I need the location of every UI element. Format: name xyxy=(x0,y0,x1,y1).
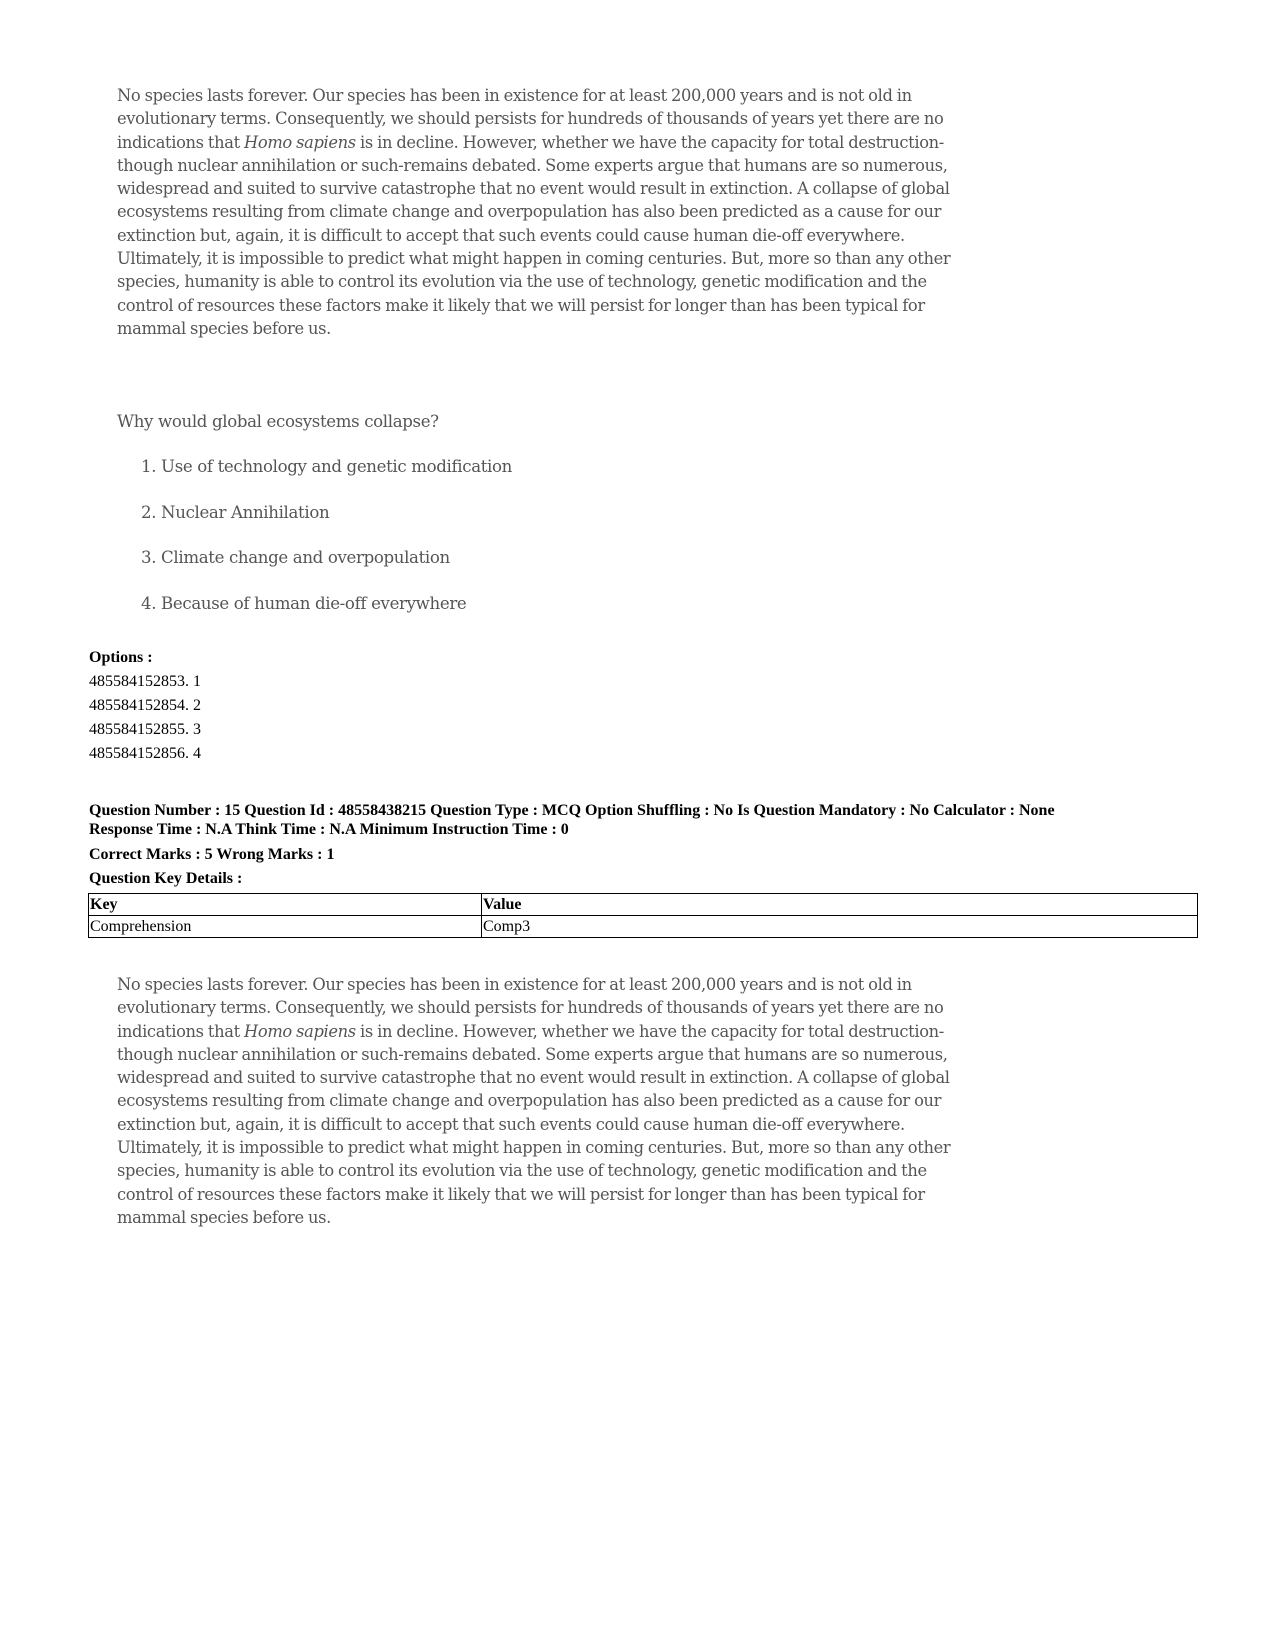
passage-image-2 xyxy=(117,973,997,1229)
choice-item: 3. Climate change and overpopulation xyxy=(141,548,450,567)
passage-line: evolutionary terms. Consequently, we should persists for hundreds of thousands of years yet there are no xyxy=(117,109,944,129)
passage-line: though nuclear annihilation or such-remains debated. Some experts argue that humans are so numerous, xyxy=(117,155,948,175)
table-cell: Comp3 xyxy=(482,916,1198,938)
passage-line: No species lasts forever. Our species has been in existence for at least 200,000 years and is not old in xyxy=(117,975,912,994)
passage-line: mammal species before us. xyxy=(117,1207,331,1227)
passage-line: Ultimately, it is impossible to predict what might happen in coming centuries. But, more so than any other xyxy=(117,1138,951,1158)
option-item: 485584152854. 2 xyxy=(89,697,201,714)
italic-term: Homo sapiens xyxy=(244,132,356,152)
table-header-row xyxy=(89,894,1198,916)
passage-line: extinction but, again, it is difficult to accept that such events could cause human die-off everywhere. xyxy=(117,225,905,245)
passage-line: though nuclear annihilation or such-remains debated. Some experts argue that humans are so numerous, xyxy=(117,1044,948,1064)
passage-line: control of resources these factors make it likely that we will persist for longer than has been typical for xyxy=(117,1184,925,1204)
option-item: 485584152856. 4 xyxy=(89,745,201,762)
choice-item: 4. Because of human die-off everywhere xyxy=(141,593,467,613)
question-choices xyxy=(141,457,512,639)
passage-line: indications that Homo sapiens is in decline. However, whether we have the capacity for total destruction- xyxy=(117,1021,944,1041)
passage-line: Ultimately, it is impossible to predict what might happen in coming centuries. But, more so than any other xyxy=(117,249,951,269)
passage-line: species, humanity is able to control its evolution via the use of technology, genetic modification and the xyxy=(117,1161,927,1181)
key-details-title: Question Key Details : xyxy=(89,870,243,887)
passage-line: extinction but, again, it is difficult to accept that such events could cause human die-off everywhere. xyxy=(117,1114,905,1134)
option-item: 485584152853. 1 xyxy=(89,673,201,690)
passage-line: No species lasts forever. Our species has been in existence for at least 200,000 years and is not old in xyxy=(117,86,912,105)
marks-line: Correct Marks : 5 Wrong Marks : 1 xyxy=(89,846,335,863)
italic-term: Homo sapiens xyxy=(244,1021,356,1041)
passage-line: species, humanity is able to control its evolution via the use of technology, genetic modification and the xyxy=(117,272,927,292)
passage-line: indications that Homo sapiens is in decline. However, whether we have the capacity for total destruction- xyxy=(117,132,944,152)
passage-line: control of resources these factors make it likely that we will persist for longer than has been typical for xyxy=(117,295,925,315)
options-title: Options : xyxy=(89,649,153,666)
choice-item: 1. Use of technology and genetic modification xyxy=(141,457,512,476)
passage-image-1 xyxy=(117,84,997,340)
passage-line: ecosystems resulting from climate change and overpopulation has also been predicted as a cause for our xyxy=(117,1091,942,1111)
passage-line: widespread and suited to survive catastrophe that no event would result in extinction. A collapse of global xyxy=(117,179,950,199)
key-details-table xyxy=(88,893,1198,938)
passage-line: mammal species before us. xyxy=(117,318,331,338)
question-meta-line: Question Number : 15 Question Id : 48558438215 Question Type : MCQ Option Shuffling : No Is Question Mandatory : No Calculator : None xyxy=(89,802,1055,819)
table-row xyxy=(89,916,1198,938)
options-list xyxy=(89,672,201,768)
question-meta-line: Response Time : N.A Think Time : N.A Minimum Instruction Time : 0 xyxy=(89,821,569,838)
table-header-cell: Key xyxy=(89,894,482,916)
passage-line: widespread and suited to survive catastrophe that no event would result in extinction. A collapse of global xyxy=(117,1068,950,1088)
table-cell: Comprehension xyxy=(89,916,482,938)
table-header-cell: Value xyxy=(482,894,1198,916)
option-item: 485584152855. 3 xyxy=(89,721,201,738)
passage-line: evolutionary terms. Consequently, we should persists for hundreds of thousands of years yet there are no xyxy=(117,998,944,1018)
passage-line: ecosystems resulting from climate change and overpopulation has also been predicted as a cause for our xyxy=(117,202,942,222)
question-text: Why would global ecosystems collapse? xyxy=(117,412,439,431)
choice-item: 2. Nuclear Annihilation xyxy=(141,502,330,522)
